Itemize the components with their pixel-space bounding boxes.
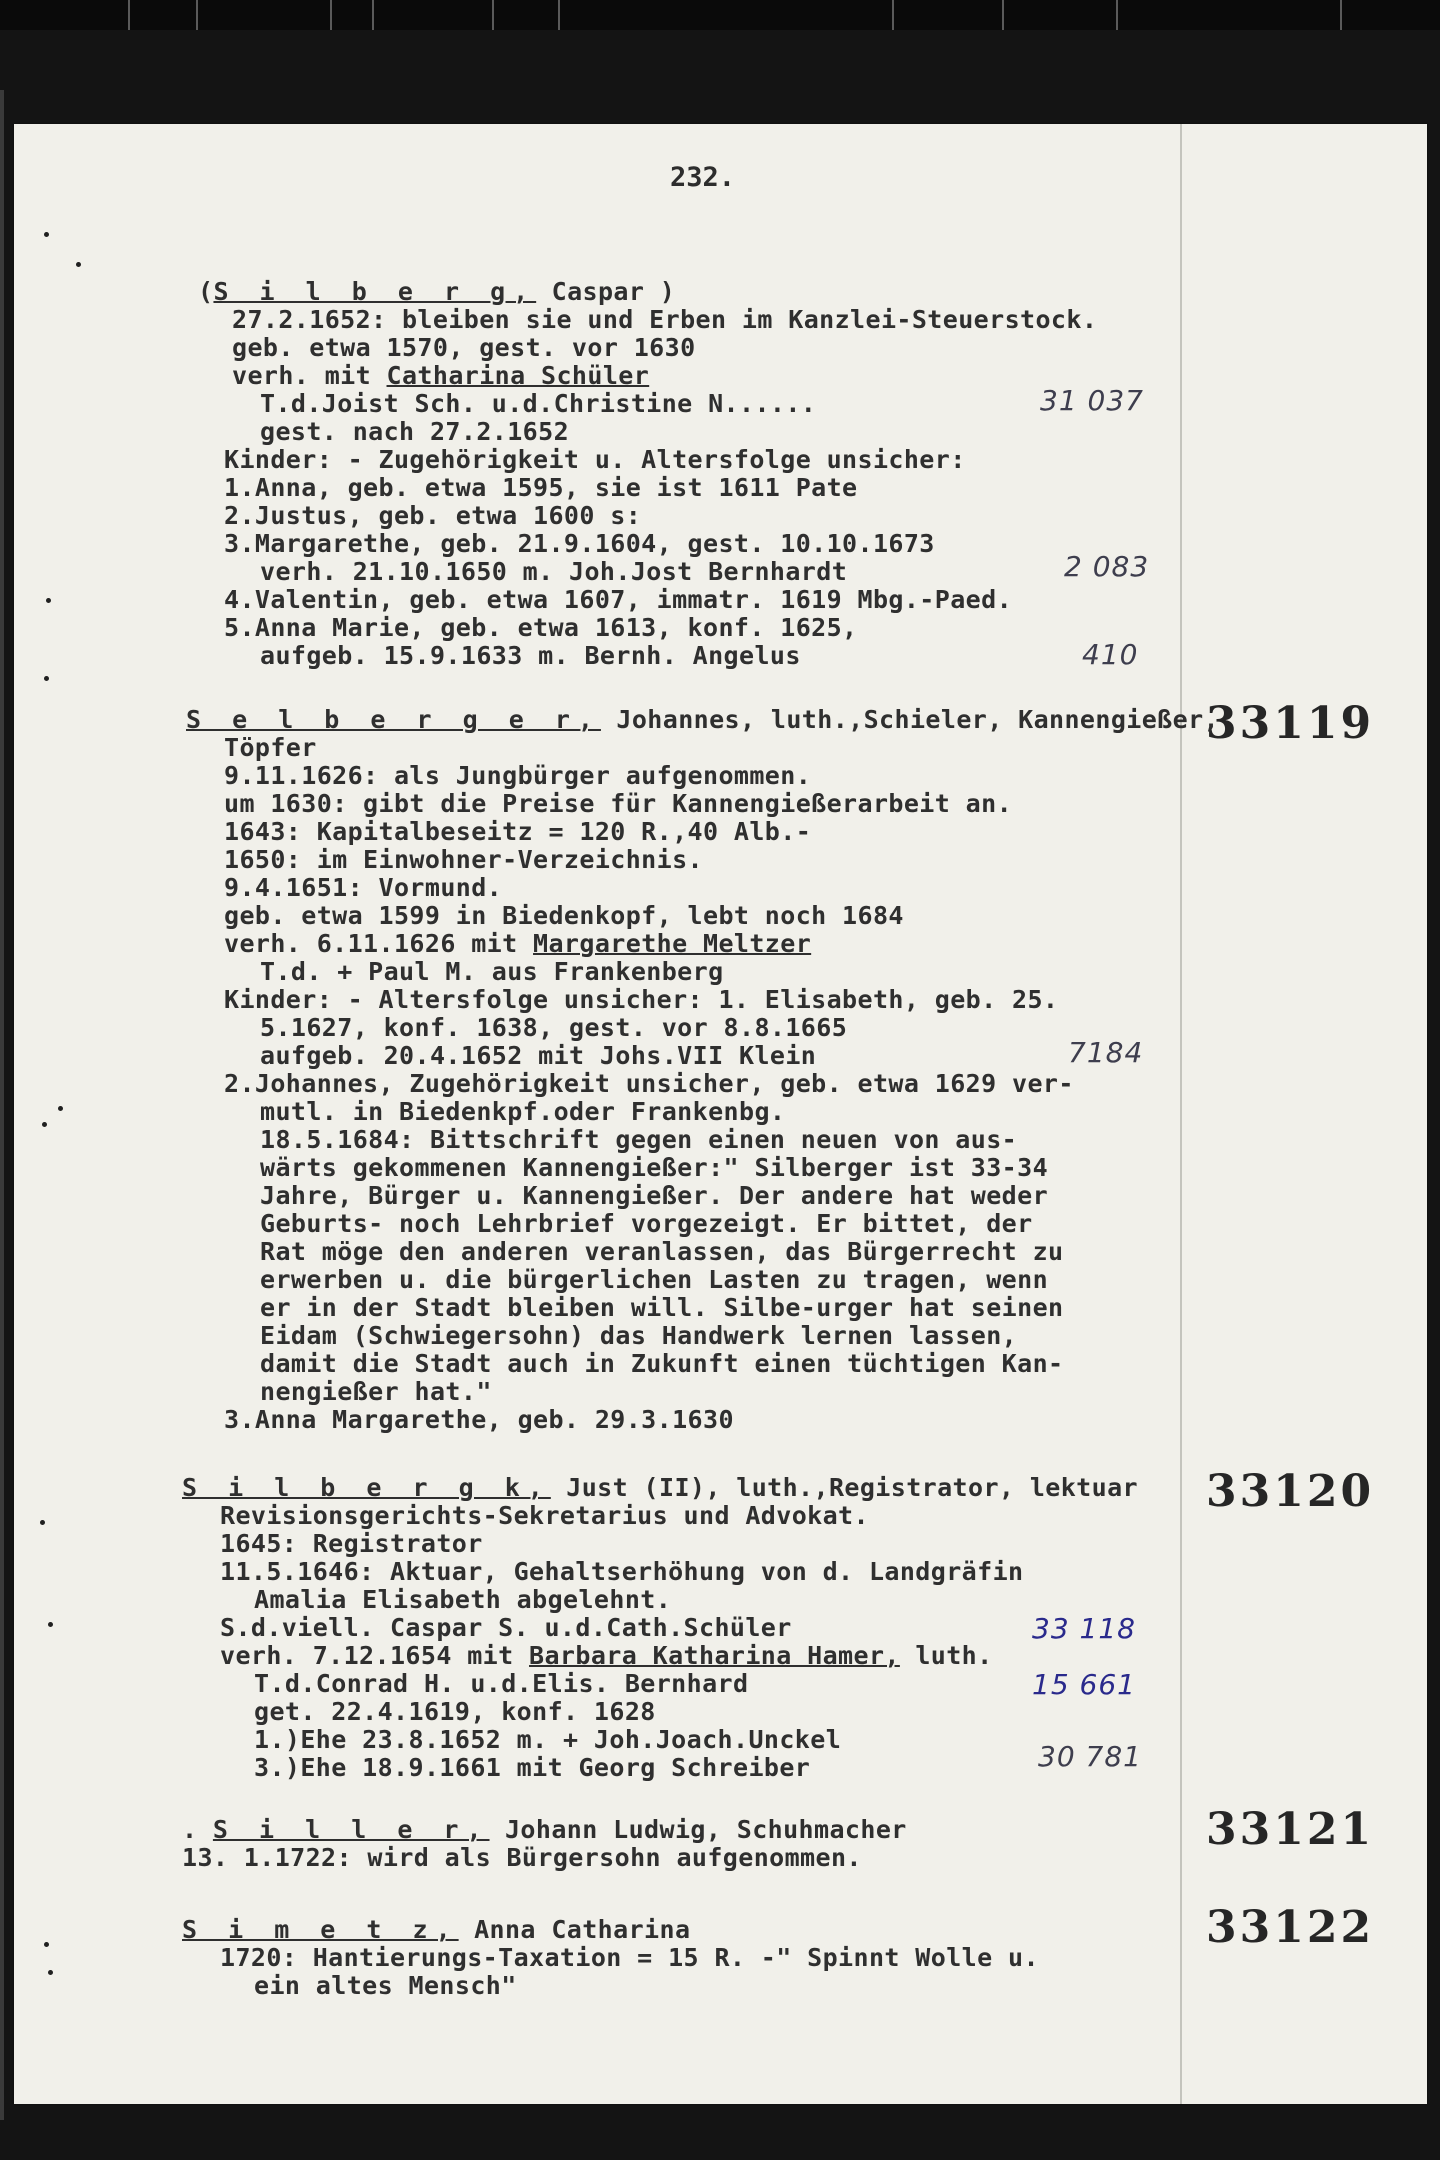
entry-heading: S e l b e r g e r, Johannes, luth.,Schieler, Kannengießer, <box>186 705 1219 734</box>
entry-line: ein altes Mensch" <box>254 1971 517 2000</box>
entry-heading: S i m e t z, Anna Catharina <box>182 1915 691 1944</box>
entry-line: 13. 1.1722: wird als Bürgersohn aufgenommen. <box>182 1843 862 1872</box>
entry-line: 9.11.1626: als Jungbürger aufgenommen. <box>224 761 812 790</box>
entry-line: Kinder: - Altersfolge unsicher: 1. Elisabeth, geb. 25. <box>224 985 1059 1014</box>
entry-line: damit die Stadt auch in Zukunft einen tüchtigen Kan- <box>260 1349 1064 1378</box>
entry-heading: S i l b e r g k, Just (II), luth.,Registrator, lektuar <box>182 1473 1138 1502</box>
entry-line: verh. mit Catharina Schüler <box>232 361 650 390</box>
entry-line: 27.2.1652: bleiben sie und Erben im Kanzlei-Steuerstock. <box>232 305 1098 334</box>
entry-line: 9.4.1651: Vormund. <box>224 873 503 902</box>
entry-line: gest. nach 27.2.1652 <box>260 417 570 446</box>
entry-heading: . S i l l e r, Johann Ludwig, Schuhmacher <box>182 1815 907 1844</box>
punch-hole <box>44 1942 49 1947</box>
entry-line: 1.)Ehe 23.8.1652 m. + Joh.Joach.Unckel <box>254 1725 842 1754</box>
entry-number: 33119 <box>1206 698 1375 749</box>
entry-line: 1643: Kapitalbeseitz = 120 R.,40 Alb.- <box>224 817 812 846</box>
entry-line: nengießer hat." <box>260 1377 492 1406</box>
punch-hole <box>48 1622 53 1627</box>
punch-hole <box>48 1970 53 1975</box>
surname: S i l b e r g, <box>213 277 537 306</box>
entry-line: 1650: im Einwohner-Verzeichnis. <box>224 845 703 874</box>
entry-line: S.d.viell. Caspar S. u.d.Cath.Schüler <box>220 1613 792 1642</box>
entry-line: 4.Valentin, geb. etwa 1607, immatr. 1619 Mbg.-Paed. <box>224 585 1013 614</box>
entry-line: T.d. + Paul M. aus Frankenberg <box>260 957 724 986</box>
punch-hole <box>40 1520 45 1525</box>
handwritten-note: 33 118 <box>1032 1612 1136 1645</box>
entry-line: 3.Margarethe, geb. 21.9.1604, gest. 10.10.1673 <box>224 529 935 558</box>
margin-rule <box>1180 124 1182 2104</box>
entry-line: 3.Anna Margarethe, geb. 29.3.1630 <box>224 1405 734 1434</box>
entry-line: wärts gekommenen Kannengießer:" Silberger ist 33-34 <box>260 1153 1049 1182</box>
entry-line: Jahre, Bürger u. Kannengießer. Der andere hat weder <box>260 1181 1049 1210</box>
surname: S i m e t z, <box>182 1915 459 1944</box>
entry-line: 1720: Hantierungs-Taxation = 15 R. -" Spinnt Wolle u. <box>220 1943 1039 1972</box>
entry-line: 11.5.1646: Aktuar, Gehaltserhöhung von d. Landgräfin <box>220 1557 1024 1586</box>
entry-line: Rat möge den anderen veranlassen, das Bürgerrecht zu <box>260 1237 1064 1266</box>
entry-line: 1645: Registrator <box>220 1529 483 1558</box>
handwritten-note: 410 <box>1082 638 1139 671</box>
entry-line: er in der Stadt bleiben will. Silbe-urger hat seinen <box>260 1293 1064 1322</box>
entry-line: geb. etwa 1570, gest. vor 1630 <box>232 333 696 362</box>
entry-line: 5.Anna Marie, geb. etwa 1613, konf. 1625, <box>224 613 858 642</box>
entry-heading: (S i l b e r g, Caspar ) <box>198 277 676 306</box>
entry-line: verh. 6.11.1626 mit Margarethe Meltzer <box>224 929 812 958</box>
document-page <box>14 124 1427 2104</box>
entry-line: verh. 7.12.1654 mit Barbara Katharina Hamer, luth. <box>220 1641 993 1670</box>
entry-number: 33122 <box>1206 1902 1375 1953</box>
entry-line: 3.)Ehe 18.9.1661 mit Georg Schreiber <box>254 1753 811 1782</box>
entry-line: erwerben u. die bürgerlichen Lasten zu tragen, wenn <box>260 1265 1049 1294</box>
handwritten-note: 30 781 <box>1038 1740 1142 1773</box>
entry-number: 33120 <box>1206 1466 1375 1517</box>
punch-hole <box>46 598 51 603</box>
spouse-name: Catharina Schüler <box>386 361 650 390</box>
punch-hole <box>44 676 49 681</box>
entry-line: 18.5.1684: Bittschrift gegen einen neuen von aus- <box>260 1125 1018 1154</box>
entry-line: um 1630: gibt die Preise für Kannengießerarbeit an. <box>224 789 1013 818</box>
entry-line: verh. 21.10.1650 m. Joh.Jost Bernhardt <box>260 557 848 586</box>
entry-line: 2.Johannes, Zugehörigkeit unsicher, geb. etwa 1629 ver- <box>224 1069 1074 1098</box>
handwritten-note: 2 083 <box>1064 550 1150 583</box>
entry-line: get. 22.4.1619, konf. 1628 <box>254 1697 656 1726</box>
entry-line: 5.1627, konf. 1638, gest. vor 8.8.1665 <box>260 1013 848 1042</box>
entry-number: 33121 <box>1206 1804 1375 1855</box>
surname: S e l b e r g e r, <box>186 705 601 734</box>
entry-line: Kinder: - Zugehörigkeit u. Altersfolge unsicher: <box>224 445 966 474</box>
handwritten-note: 7184 <box>1068 1036 1144 1069</box>
entry-line: mutl. in Biedenkpf.oder Frankenbg. <box>260 1097 786 1126</box>
entry-line: Eidam (Schwiegersohn) das Handwerk lernen lassen, <box>260 1321 1018 1350</box>
punch-hole <box>76 262 81 267</box>
entry-line: Revisionsgerichts-Sekretarius und Advokat. <box>220 1501 869 1530</box>
page-number: 232. <box>670 162 736 193</box>
entry-line: aufgeb. 15.9.1633 m. Bernh. Angelus <box>260 641 801 670</box>
entry-line: Töpfer <box>224 733 317 762</box>
entry-line: 2.Justus, geb. etwa 1600 s: <box>224 501 642 530</box>
punch-hole <box>58 1106 63 1111</box>
punch-hole <box>42 1122 47 1127</box>
handwritten-note: 31 037 <box>1040 384 1144 417</box>
entry-line: aufgeb. 20.4.1652 mit Johs.VII Klein <box>260 1041 817 1070</box>
handwritten-note: 15 661 <box>1032 1668 1136 1701</box>
entry-line: Amalia Elisabeth abgelehnt. <box>254 1585 672 1614</box>
spouse-name: Barbara Katharina Hamer, <box>529 1641 900 1670</box>
entry-line: T.d.Conrad H. u.d.Elis. Bernhard <box>254 1669 749 1698</box>
film-strip-top <box>0 0 1440 30</box>
entry-line: geb. etwa 1599 in Biedenkopf, lebt noch 1684 <box>224 901 904 930</box>
entry-line: Geburts- noch Lehrbrief vorgezeigt. Er bittet, der <box>260 1209 1033 1238</box>
entry-line: 1.Anna, geb. etwa 1595, sie ist 1611 Pate <box>224 473 858 502</box>
surname: S i l l e r, <box>212 1815 490 1844</box>
entry-line: T.d.Joist Sch. u.d.Christine N...... <box>260 389 817 418</box>
surname: S i l b e r g k, <box>182 1473 551 1502</box>
spouse-name: Margarethe Meltzer <box>533 929 812 958</box>
film-strip-left <box>0 90 4 2120</box>
punch-hole <box>44 232 49 237</box>
